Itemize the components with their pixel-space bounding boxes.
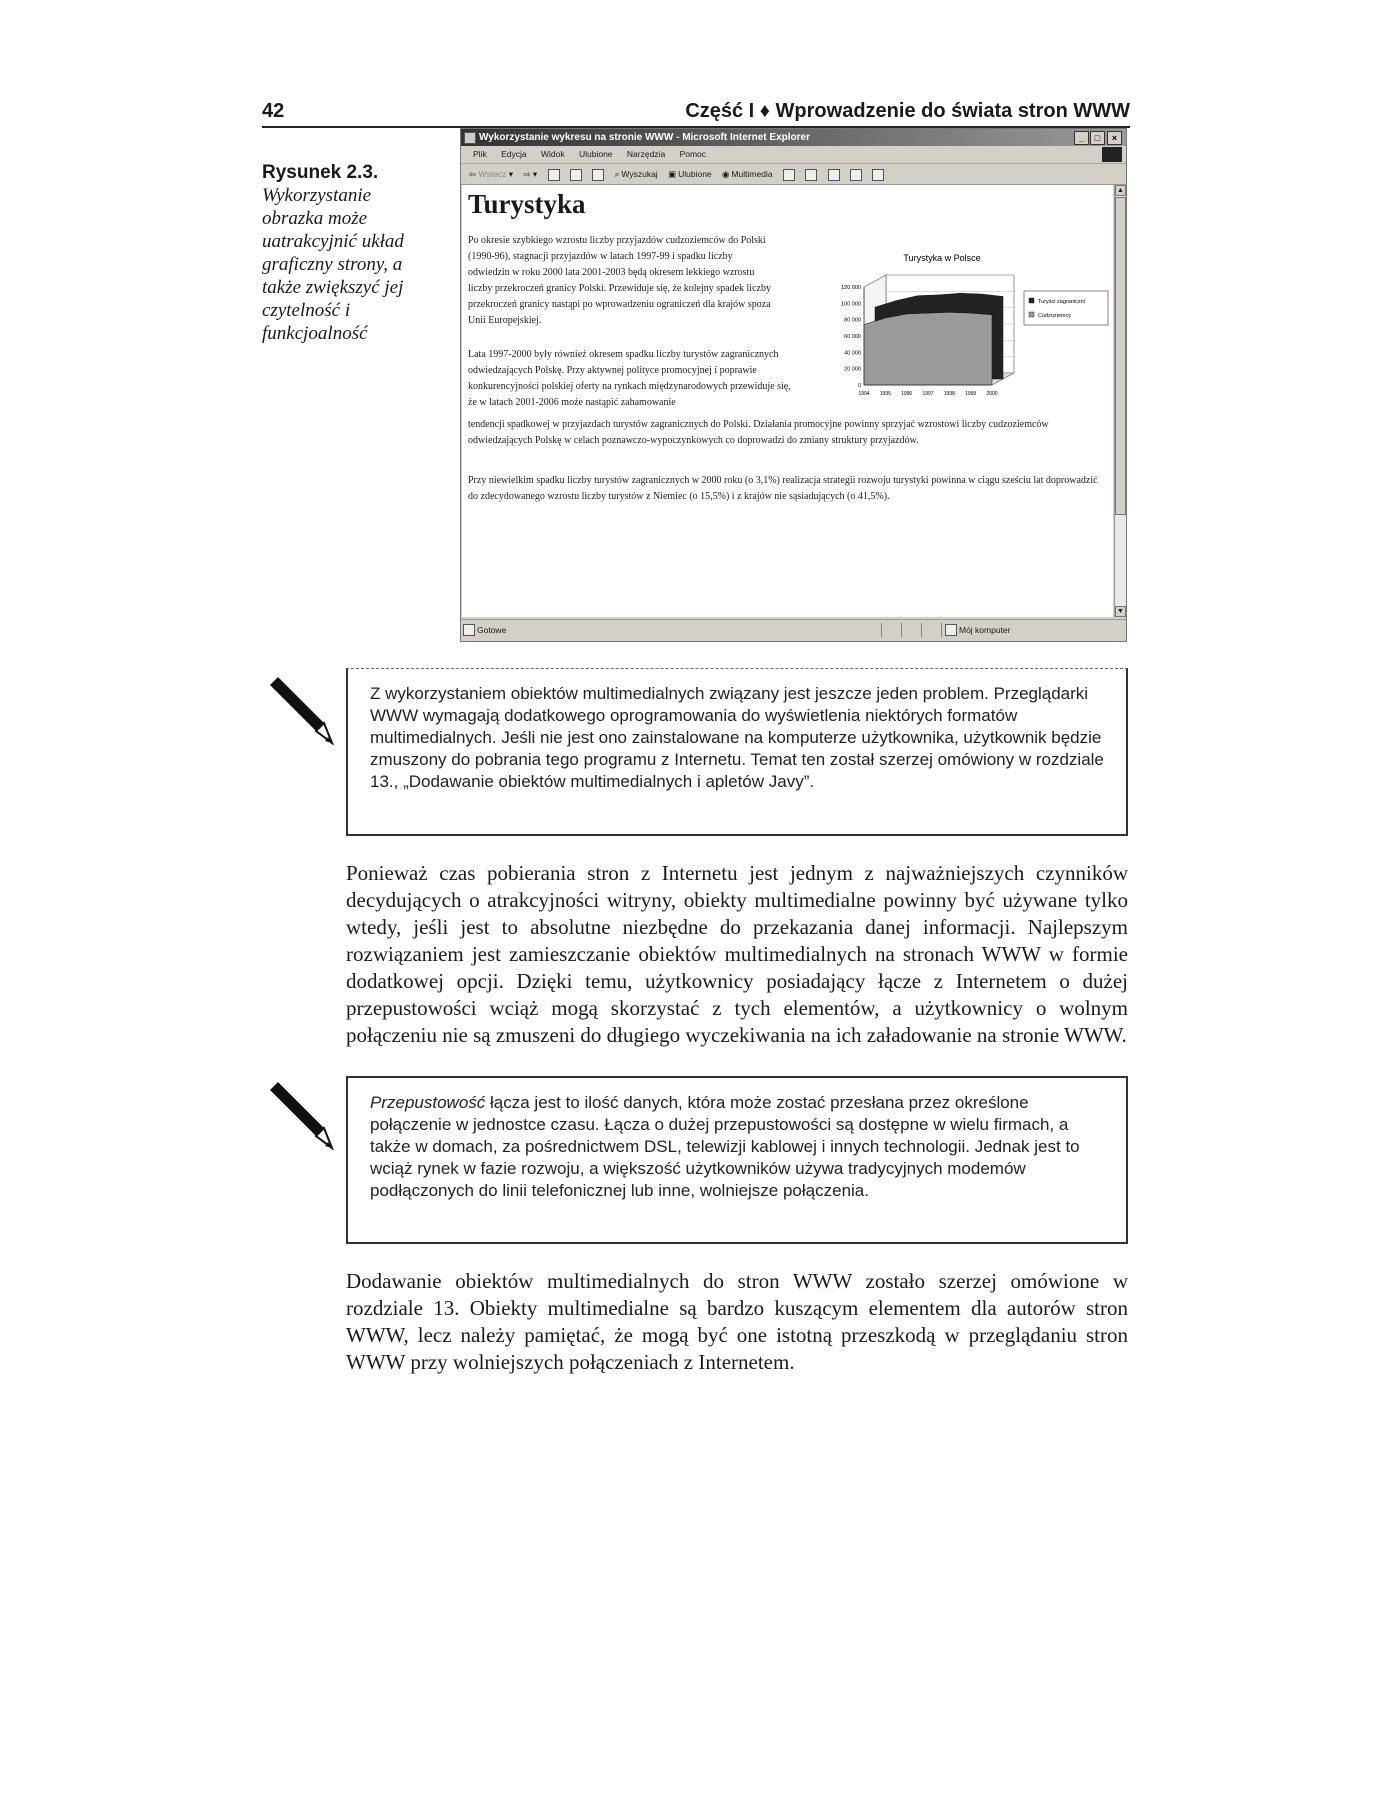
- menu-file[interactable]: Plik: [473, 149, 487, 159]
- legend-swatch: [1029, 312, 1034, 317]
- browser-title-bar: [461, 129, 1126, 146]
- menu-tools[interactable]: Narzędzia: [626, 149, 666, 159]
- webpage-paragraph: Lata 1997-2000 były również okresem spadku liczby turystów zagranicznych odwiedzających Polskę. Przy aktywnej polityce promocyjnej i poprawie konkurencyjności polskiej oferty na rynkach międzynarodowych przewiduje się, że w latach 2001-2006 może nastąpić zahamowanie: [468, 349, 791, 408]
- vertical-scrollbar[interactable]: [1114, 185, 1126, 617]
- y-tick-label: 40 000: [844, 350, 861, 357]
- x-tick-label: 2000: [986, 391, 998, 397]
- browser-screenshot: [460, 128, 1127, 642]
- stop-icon[interactable]: [548, 169, 560, 181]
- page-status-icon: [463, 624, 475, 636]
- note-text: Z wykorzystaniem obiektów multimedialnych związany jest jeszcze jeden problem. Przeglądarki WWW wymagają dodatkowego oprogramowania do wyświetlenia niektórych formatów multimedialnych. Jeśli nie jest ono zainstalowane na komputerze użytkownika, użytkownik będzie zmuszony do pobrania tego programu z Internetu. Temat ten został szerzej omówiony w rozdziale 13., „Dodawanie obiektów multimedialnych i apletów Javy”.: [370, 684, 1104, 791]
- y-tick-label: 20 000: [844, 366, 861, 373]
- multimedia-label: Multimedia: [731, 169, 773, 179]
- browser-status-bar: [461, 619, 1126, 640]
- y-tick-label: 120 000: [841, 285, 861, 291]
- windows-logo-icon: [1102, 147, 1122, 162]
- favorites-button[interactable]: ▣ Ulubione: [668, 169, 712, 179]
- menu-favorites[interactable]: Ulubione: [578, 149, 613, 159]
- favorites-label: Ulubione: [678, 169, 712, 179]
- mail-icon[interactable]: [805, 169, 817, 181]
- computer-icon: [945, 624, 957, 636]
- webpage-paragraph: Przy niewielkim spadku liczby turystów zagranicznych w 2000 roku (o 3,1%) realizacja strategii rozwoju turystyki powinna w ciągu sześciu lat doprowadzić do zdecydowanego wzrostu liczby turystów z Niemiec (o 15,5%) i z krajów nie sąsiadujących (o 41,5%).: [468, 475, 1098, 502]
- x-tick-label: 1999: [965, 391, 977, 397]
- body-paragraph: Ponieważ czas pobierania stron z Internetu jest jednym z najważniejszych czynników decydujących o atrakcyjności witryny, obiekty multimedialne powinny być używane tylko wtedy, jeśli jest to absolutne niezbędne do przekazania danej informacji. Najlepszym rozwiązaniem jest zamieszczanie obiektów multimedialnych na stronach WWW w formie dodatkowej opcji. Dzięki temu, użytkownicy posiadający łącze z Internetem o dużej przepustowości wciąż mogą skorzystać z tych elementów, a użytkownicy o wolnym połączeniu nie są zmuszeni do długiego wyczekiwania na ich załadowanie na stronie WWW.: [346, 861, 1128, 1047]
- legend-label: Turyści zagraniczni: [1038, 299, 1085, 305]
- body-paragraph: Dodawanie obiektów multimedialnych do stron WWW zostało szerzej omówione w rozdziale 13. Obiekty multimedialne są bardzo kuszącym elementem dla autorów stron WWW, lecz należy pamiętać, że mogą być one istotną przeszkodą w przeglądaniu stron WWW przy wolniejszych połączeniach z Internetem.: [346, 1269, 1128, 1374]
- scroll-up-icon[interactable]: ▲: [1115, 185, 1126, 196]
- x-tick-label: 1996: [901, 391, 913, 397]
- browser-viewport: [462, 185, 1113, 617]
- chart-area-foreigners: [864, 312, 992, 385]
- note-text: łącza jest to ilość danych, która może zostać przesłana przez określone połączenie w jednostce czasu. Łącza o dużej przepustowości są dostępne w wielu firmach, a także w domach, za pośrednictwem DSL, telewizji kablowej i innych technologii. Jednak jest to wciąż rynek w fazie rozwoju, a większość użytkowników używa tradycyjnych modemów podłączonych do linii telefonicznej lub inne, wolniejsze połączenia.: [370, 1093, 1080, 1200]
- status-separator: [921, 623, 922, 637]
- close-icon[interactable]: ×: [1107, 131, 1122, 145]
- pencil-icon: [264, 675, 334, 745]
- webpage-title: Turystyka: [468, 189, 586, 219]
- note-term: Przepustowość: [370, 1093, 486, 1112]
- maximize-icon[interactable]: □: [1090, 131, 1105, 145]
- y-tick-label: 80 000: [844, 317, 861, 324]
- chart-legend: [1024, 291, 1108, 325]
- y-tick-label: 60 000: [844, 334, 861, 340]
- menu-edit[interactable]: Edycja: [501, 149, 527, 159]
- home-icon[interactable]: [592, 169, 604, 181]
- status-separator: [881, 623, 882, 637]
- scroll-down-icon[interactable]: ▼: [1115, 606, 1126, 617]
- x-tick-label: 1995: [879, 391, 891, 397]
- minimize-icon[interactable]: _: [1074, 131, 1089, 145]
- browser-window-title: Wykorzystanie wykresu na stronie WWW - Microsoft Internet Explorer: [479, 132, 810, 143]
- chart-title: Turystyka w Polsce: [903, 253, 981, 263]
- x-tick-label: 1994: [858, 391, 870, 397]
- page-number: 42: [262, 100, 285, 122]
- back-label: Wstecz: [478, 169, 507, 179]
- x-tick-label: 1997: [922, 391, 934, 397]
- refresh-icon[interactable]: [570, 169, 582, 181]
- pencil-icon: [264, 1080, 334, 1150]
- menu-view[interactable]: Widok: [540, 149, 565, 159]
- forward-icon[interactable]: ⇨ ▾: [523, 169, 538, 179]
- status-separator: [941, 623, 942, 637]
- scrollbar-thumb[interactable]: [1115, 197, 1126, 515]
- search-label: Wyszukaj: [621, 169, 658, 179]
- browser-toolbar: [461, 164, 1126, 185]
- figure-caption: [262, 162, 432, 345]
- discuss-icon[interactable]: [872, 169, 884, 181]
- status-separator: [901, 623, 902, 637]
- webpage-paragraph: tendencji spadkowej w przyjazdach turystów zagranicznych do Polski. Działania promocyjne powinny sprzyjać wzrostowi liczby cudzoziemców odwiedzających Polskę w celach poznawczo-wypoczynkowych co doprowadzi do zmiany struktury przyjazdów.: [468, 419, 1049, 446]
- note-box: [346, 668, 1128, 836]
- back-button[interactable]: ⇦ Wstecz ▾: [469, 169, 513, 179]
- history-icon[interactable]: [783, 169, 795, 181]
- figure-caption-text: Wykorzystanie obrazka może uatrakcyjnić układ graficzny strony, a także zwiększyć jej czytelność i funkcjoalność: [262, 185, 404, 344]
- ie-icon: [464, 132, 476, 144]
- legend-label: Cudzoziemcy: [1038, 313, 1072, 319]
- figure-label: Rysunek 2.3.: [262, 162, 379, 183]
- y-tick-label: 0: [857, 383, 861, 389]
- security-zone: Mój komputer: [959, 625, 1011, 635]
- webpage-paragraph: Po okresie szybkiego wzrostu liczby przyjazdów cudzoziemców do Polski (1990-96), stagnacji przyjazdów w latach 1997-99 i spadku liczby odwiedzin w roku 2000 lata 2001-2003 będą okresem lekkiego wzrostu liczby przekroczeń granicy Polski. Przewiduje się, że kolejny spadek liczby przekroczeń granicy nastąpi po wprowadzeniu ograniczeń dla krajów spoza Unii Europejskiej.: [468, 235, 771, 326]
- browser-menu-bar: [461, 146, 1126, 164]
- tourism-chart: [772, 241, 1112, 421]
- y-tick-label: 100 000: [841, 301, 861, 308]
- status-text: Gotowe: [477, 625, 507, 635]
- legend-swatch: [1029, 298, 1034, 303]
- x-tick-label: 1998: [943, 391, 955, 397]
- edit-icon[interactable]: [850, 169, 862, 181]
- multimedia-button[interactable]: ◉ Multimedia: [722, 169, 773, 179]
- running-head: Część I ♦ Wprowadzenie do świata stron WWW: [685, 100, 1130, 122]
- print-icon[interactable]: [828, 169, 840, 181]
- note-box: [346, 1076, 1128, 1244]
- search-button[interactable]: ⌕ Wyszukaj: [614, 169, 658, 179]
- menu-help[interactable]: Pomoc: [679, 149, 707, 159]
